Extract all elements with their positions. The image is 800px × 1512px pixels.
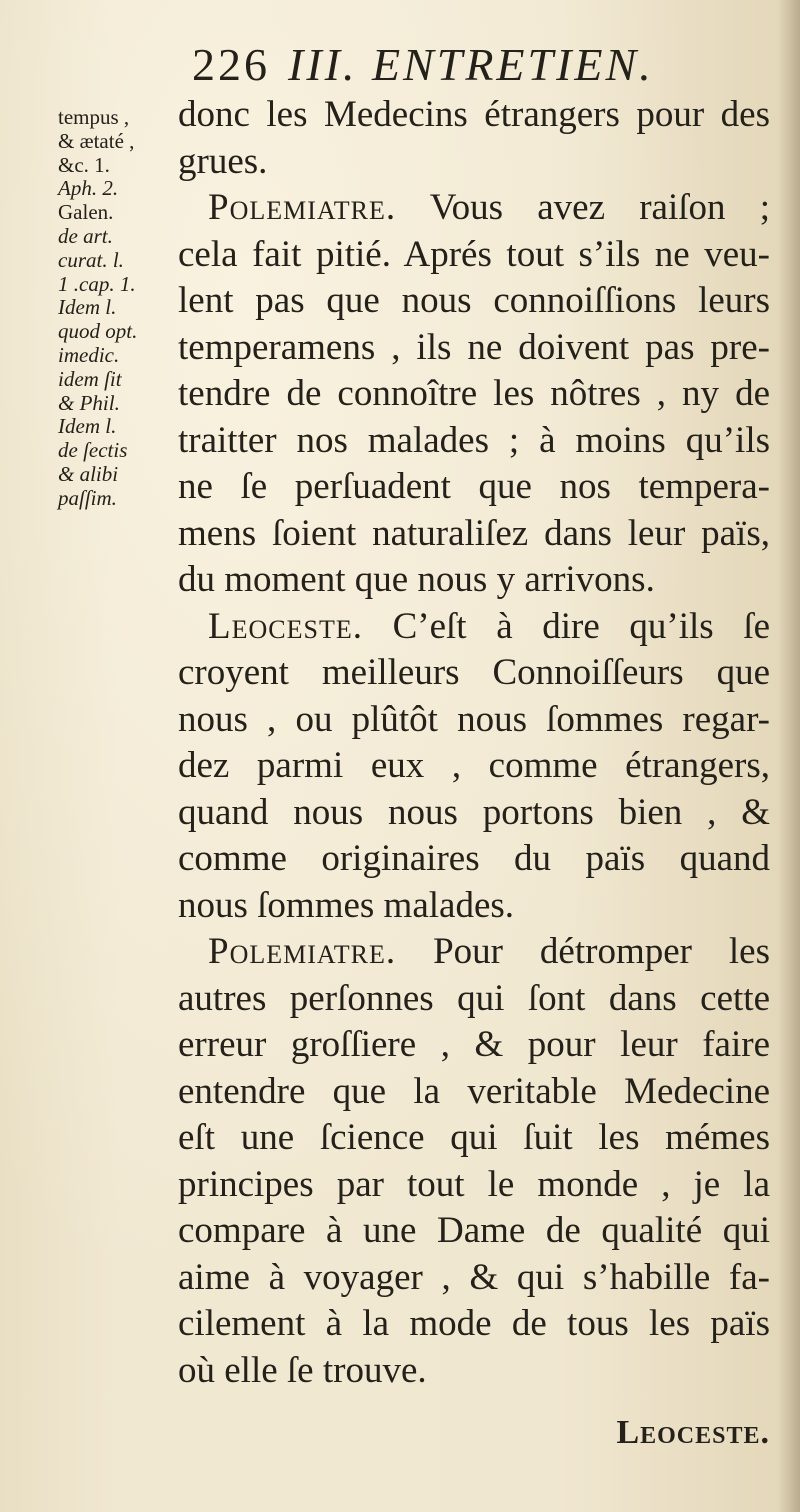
running-header: [192, 38, 654, 91]
text-line: [178, 1069, 770, 1116]
margin-note-line: paſſim.: [58, 485, 117, 510]
line-text: tendre de connoître les nôtres , ny de: [178, 373, 770, 414]
margin-note-line: &c. 1.: [58, 152, 110, 177]
line-text: Pour détromper les: [396, 931, 770, 972]
text-line: [178, 976, 770, 1023]
line-text: Vous avez raiſon ;: [396, 187, 770, 228]
speaker-name: Polemiatre.: [208, 187, 397, 228]
line-text: erreur groſſiere , & pour leur faire: [178, 1024, 770, 1065]
line-text: mens ſoient naturaliſez dans leur païs,: [178, 512, 770, 554]
text-line: [178, 1115, 770, 1162]
line-text: du moment que nous y arrivons.: [178, 559, 655, 600]
line-text: nous ſommes malades.: [178, 884, 515, 926]
text-line: [178, 650, 770, 697]
text-line: [178, 697, 770, 744]
page-gutter-shadow: [778, 0, 800, 1512]
line-text: C’eſt à dire qu’ils ſe: [362, 605, 770, 647]
line-text: quand nous nous portons bien , &: [178, 791, 770, 833]
speaker-name: Polemiatre.: [208, 931, 397, 972]
line-text: dez parmi eux , comme étrangers,: [178, 745, 770, 786]
line-text: autres perſonnes qui ſont dans cette: [178, 977, 770, 1019]
main-text: [178, 92, 770, 1394]
line-text: cela fait pitié. Aprés tout s’ils ne veu-: [178, 233, 770, 275]
text-line: [178, 1022, 770, 1069]
margin-note-line: Aph. 2.: [58, 176, 119, 201]
line-text: ne ſe perſuadent que nos tempera-: [178, 466, 770, 507]
margin-note-line: tempus ,: [58, 105, 130, 129]
margin-note-line: Galen.: [58, 200, 114, 225]
margin-note-line: de ſectis: [58, 438, 128, 463]
line-text: temperamens , ils ne doivent pas pre-: [178, 326, 770, 368]
margin-note-line: idem ſit: [58, 366, 122, 391]
text-line: [178, 325, 770, 372]
speaker-name: Leoceste.: [208, 605, 363, 647]
margin-note-line: Idem l.: [58, 414, 117, 439]
margin-note-line: & alibi: [58, 461, 119, 486]
page-number: 226: [192, 39, 270, 90]
margin-note-line: imedic.: [58, 342, 120, 367]
line-text: eſt une ſcience qui ſuit les mémes: [178, 1117, 770, 1158]
margin-note-line: 1 .cap. 1.: [58, 271, 136, 296]
text-line: [178, 1348, 770, 1395]
line-text: nous , ou plûtôt nous ſommes regar-: [178, 698, 770, 740]
margin-note-line: curat. l.: [58, 247, 124, 272]
text-line: [178, 557, 770, 604]
line-text: comme originaires du païs quand: [178, 838, 770, 879]
text-line: [178, 929, 770, 976]
line-text: aime à voyager , & qui s’habille fa-: [178, 1256, 770, 1298]
text-line: [178, 371, 770, 418]
text-line: [178, 883, 770, 930]
text-line: [178, 464, 770, 511]
line-text: compare à une Dame de qualité qui: [178, 1210, 770, 1251]
text-line: [178, 836, 770, 883]
text-line: [178, 1208, 770, 1255]
line-text: où elle ſe trouve.: [178, 1349, 427, 1391]
margin-note-line: Idem l.: [58, 295, 117, 320]
margin-note-line: quod opt.: [58, 319, 138, 344]
text-line: [178, 511, 770, 558]
text-line: [178, 790, 770, 837]
margin-note-line: de art.: [58, 223, 113, 248]
text-line: [178, 604, 770, 651]
line-text: grues.: [178, 140, 268, 182]
text-line: [178, 278, 770, 325]
text-line: [178, 232, 770, 279]
line-text: croyent meilleurs Connoiſſeurs que: [178, 652, 770, 693]
line-text: donc les Medecins étrangers pour des: [178, 94, 770, 135]
text-line: [178, 1162, 770, 1209]
margin-note-line: & Phil.: [58, 390, 120, 415]
line-text: principes par tout le monde , je la: [178, 1163, 770, 1205]
text-line: [178, 185, 770, 232]
margin-note-line: & ætaté ,: [58, 128, 135, 153]
text-line: [178, 139, 770, 186]
running-title: III. ENTRETIEN.: [288, 39, 654, 90]
text-line: [178, 418, 770, 465]
catchword: Leoceste.: [616, 1414, 770, 1451]
line-text: traitter nos malades ; à moins qu’ils: [178, 419, 770, 461]
text-line: [178, 1301, 770, 1348]
text-line: [178, 743, 770, 790]
text-line: [178, 92, 770, 139]
line-text: cilement à la mode de tous les païs: [178, 1303, 770, 1344]
line-text: entendre que la veritable Medecine: [178, 1070, 770, 1112]
text-line: [178, 1255, 770, 1302]
margin-notes: [58, 106, 176, 511]
line-text: lent pas que nous connoiſſions leurs: [178, 280, 770, 321]
